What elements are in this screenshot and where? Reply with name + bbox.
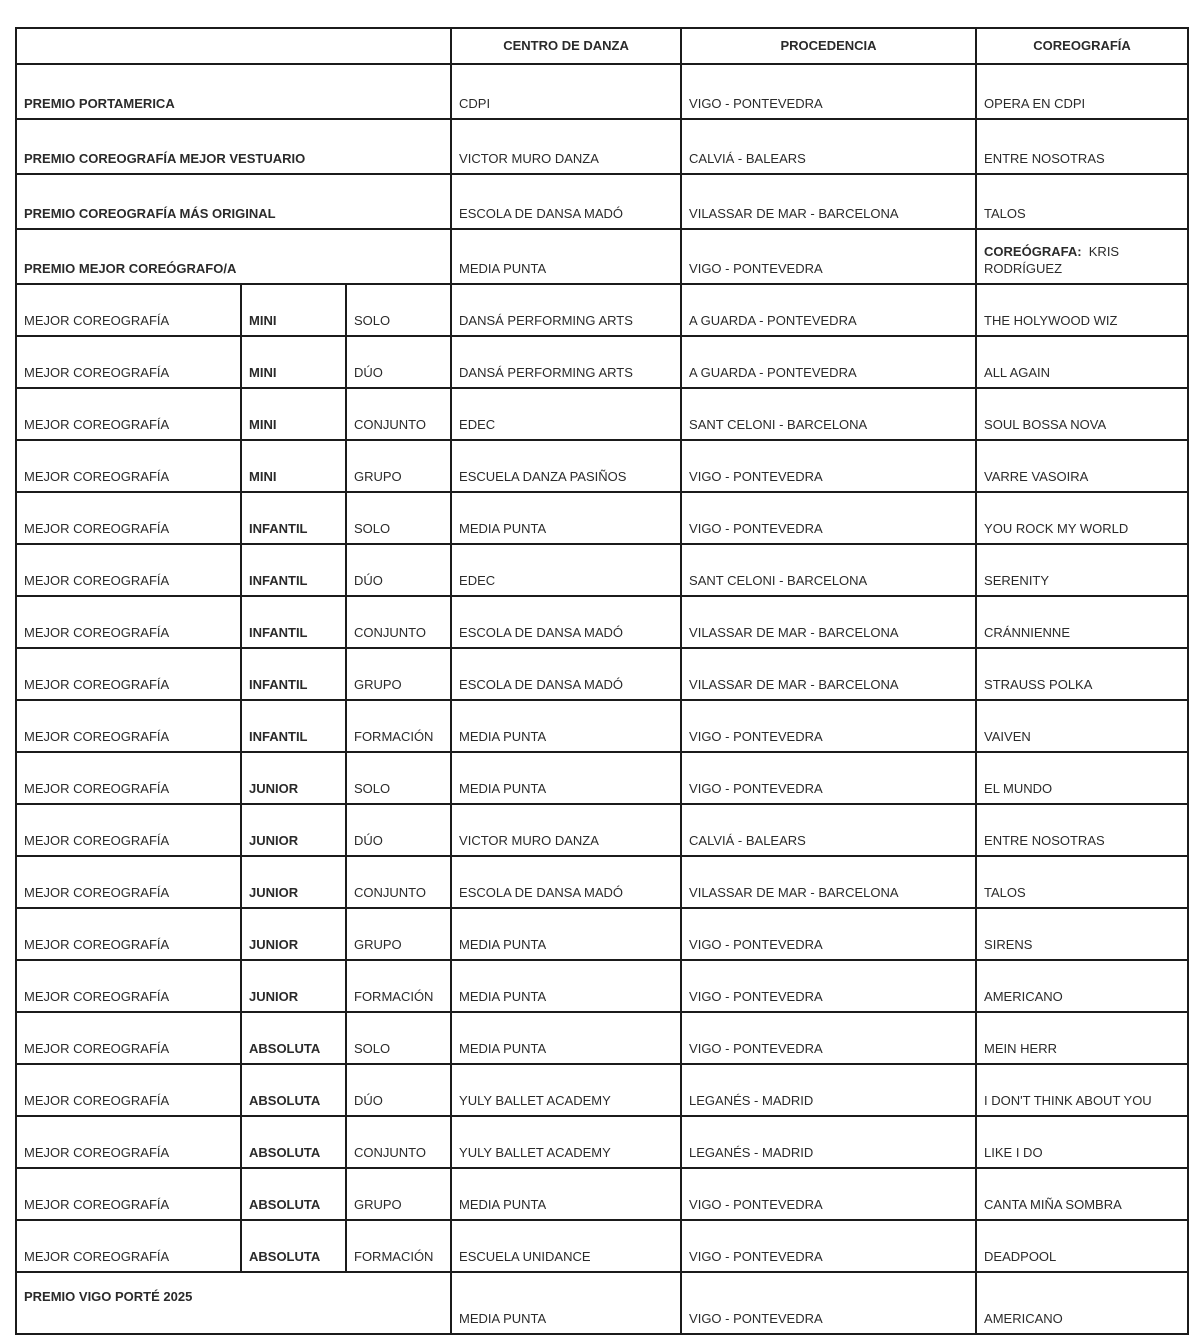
modality-cell: GRUPO	[346, 908, 451, 960]
category-row	[16, 284, 1188, 336]
modality-cell: SOLO	[346, 1012, 451, 1064]
column-header-coreografia: COREOGRAFÍA	[976, 28, 1188, 64]
mejor-coreografia-cell: MEJOR COREOGRAFÍA	[16, 388, 241, 440]
coreografia-cell: TALOS	[976, 856, 1188, 908]
coreografia-cell: SERENITY	[976, 544, 1188, 596]
procedencia-cell: CALVIÁ - BALEARS	[681, 119, 976, 174]
centro-cell: MEDIA PUNTA	[451, 960, 681, 1012]
category-row	[16, 1116, 1188, 1168]
award-row	[16, 119, 1188, 174]
award-label-cell: PREMIO COREOGRAFÍA MEJOR VESTUARIO	[16, 119, 451, 174]
coreografia-cell: AMERICANO	[976, 960, 1188, 1012]
category-cell: INFANTIL	[241, 492, 346, 544]
mejor-coreografia-cell: MEJOR COREOGRAFÍA	[16, 1168, 241, 1220]
procedencia-cell: VIGO - PONTEVEDRA	[681, 752, 976, 804]
modality-cell: CONJUNTO	[346, 1116, 451, 1168]
modality-cell: DÚO	[346, 336, 451, 388]
header-row	[16, 28, 1188, 64]
coreografia-cell: TALOS	[976, 174, 1188, 229]
award-label-cell: PREMIO PORTAMERICA	[16, 64, 451, 119]
coreografia-cell: STRAUSS POLKA	[976, 648, 1188, 700]
modality-cell: CONJUNTO	[346, 856, 451, 908]
procedencia-cell: VIGO - PONTEVEDRA	[681, 700, 976, 752]
modality-cell: CONJUNTO	[346, 596, 451, 648]
results-sheet	[15, 27, 1189, 1335]
centro-cell: MEDIA PUNTA	[451, 1168, 681, 1220]
coreografia-cell: I DON'T THINK ABOUT YOU	[976, 1064, 1188, 1116]
modality-cell: GRUPO	[346, 648, 451, 700]
coreografa-name: KRIS RODRÍGUEZ	[984, 244, 1120, 277]
mejor-coreografia-cell: MEJOR COREOGRAFÍA	[16, 440, 241, 492]
category-row	[16, 908, 1188, 960]
coreografia-cell: MEIN HERR	[976, 1012, 1188, 1064]
mejor-coreografia-cell: MEJOR COREOGRAFÍA	[16, 596, 241, 648]
mejor-coreografia-cell: MEJOR COREOGRAFÍA	[16, 336, 241, 388]
category-cell: MINI	[241, 284, 346, 336]
modality-cell: DÚO	[346, 1064, 451, 1116]
modality-cell: SOLO	[346, 752, 451, 804]
mejor-coreografia-cell: MEJOR COREOGRAFÍA	[16, 1064, 241, 1116]
category-cell: JUNIOR	[241, 804, 346, 856]
category-row	[16, 1064, 1188, 1116]
procedencia-cell: VIGO - PONTEVEDRA	[681, 492, 976, 544]
category-cell: INFANTIL	[241, 596, 346, 648]
coreografia-cell: VAIVEN	[976, 700, 1188, 752]
procedencia-cell: VILASSAR DE MAR - BARCELONA	[681, 174, 976, 229]
category-row	[16, 336, 1188, 388]
centro-cell: YULY BALLET ACADEMY	[451, 1064, 681, 1116]
category-cell: ABSOLUTA	[241, 1116, 346, 1168]
modality-cell: DÚO	[346, 804, 451, 856]
procedencia-cell: VIGO - PONTEVEDRA	[681, 960, 976, 1012]
centro-cell: ESCOLA DE DANSA MADÓ	[451, 648, 681, 700]
award-label-cell: PREMIO COREOGRAFÍA MÁS ORIGINAL	[16, 174, 451, 229]
column-header-centro-de-danza: CENTRO DE DANZA	[451, 28, 681, 64]
centro-cell: MEDIA PUNTA	[451, 752, 681, 804]
category-cell: ABSOLUTA	[241, 1064, 346, 1116]
modality-cell: GRUPO	[346, 440, 451, 492]
centro-cell: MEDIA PUNTA	[451, 908, 681, 960]
coreografia-cell: AMERICANO	[976, 1272, 1188, 1334]
procedencia-cell: VIGO - PONTEVEDRA	[681, 1272, 976, 1334]
coreografia-cell: EL MUNDO	[976, 752, 1188, 804]
coreografia-cell: DEADPOOL	[976, 1220, 1188, 1272]
results-table-body	[16, 64, 1188, 1334]
procedencia-cell: VILASSAR DE MAR - BARCELONA	[681, 648, 976, 700]
procedencia-cell: VIGO - PONTEVEDRA	[681, 1220, 976, 1272]
centro-cell: YULY BALLET ACADEMY	[451, 1116, 681, 1168]
procedencia-cell: VIGO - PONTEVEDRA	[681, 440, 976, 492]
procedencia-cell: VIGO - PONTEVEDRA	[681, 1168, 976, 1220]
modality-cell: FORMACIÓN	[346, 960, 451, 1012]
category-row	[16, 388, 1188, 440]
mejor-coreografia-cell: MEJOR COREOGRAFÍA	[16, 908, 241, 960]
category-cell: JUNIOR	[241, 960, 346, 1012]
centro-cell: MEDIA PUNTA	[451, 1272, 681, 1334]
category-row	[16, 544, 1188, 596]
award-label-cell: PREMIO VIGO PORTÉ 2025	[16, 1272, 451, 1334]
category-row	[16, 700, 1188, 752]
procedencia-cell: A GUARDA - PONTEVEDRA	[681, 336, 976, 388]
mejor-coreografia-cell: MEJOR COREOGRAFÍA	[16, 648, 241, 700]
category-cell: ABSOLUTA	[241, 1168, 346, 1220]
category-cell: MINI	[241, 336, 346, 388]
procedencia-cell: VIGO - PONTEVEDRA	[681, 1012, 976, 1064]
modality-cell: FORMACIÓN	[346, 700, 451, 752]
centro-cell: MEDIA PUNTA	[451, 229, 681, 284]
coreografia-cell: YOU ROCK MY WORLD	[976, 492, 1188, 544]
mejor-coreografia-cell: MEJOR COREOGRAFÍA	[16, 856, 241, 908]
centro-cell: CDPI	[451, 64, 681, 119]
centro-cell: DANSÁ PERFORMING ARTS	[451, 336, 681, 388]
modality-cell: DÚO	[346, 544, 451, 596]
award-row	[16, 174, 1188, 229]
category-cell: INFANTIL	[241, 544, 346, 596]
award-row	[16, 229, 1188, 284]
results-table	[15, 27, 1189, 1335]
procedencia-cell: VIGO - PONTEVEDRA	[681, 908, 976, 960]
centro-cell: VICTOR MURO DANZA	[451, 804, 681, 856]
award-label-cell: PREMIO MEJOR COREÓGRAFO/A	[16, 229, 451, 284]
coreografia-cell: VARRE VASOIRA	[976, 440, 1188, 492]
procedencia-cell: SANT CELONI - BARCELONA	[681, 388, 976, 440]
category-cell: INFANTIL	[241, 700, 346, 752]
modality-cell: CONJUNTO	[346, 388, 451, 440]
procedencia-cell: VIGO - PONTEVEDRA	[681, 229, 976, 284]
procedencia-cell: A GUARDA - PONTEVEDRA	[681, 284, 976, 336]
coreografia-cell: ENTRE NOSOTRAS	[976, 804, 1188, 856]
centro-cell: ESCUELA UNIDANCE	[451, 1220, 681, 1272]
category-row	[16, 648, 1188, 700]
coreografia-cell: ALL AGAIN	[976, 336, 1188, 388]
category-row	[16, 960, 1188, 1012]
column-header-procedencia: PROCEDENCIA	[681, 28, 976, 64]
mejor-coreografia-cell: MEJOR COREOGRAFÍA	[16, 1220, 241, 1272]
category-row	[16, 1168, 1188, 1220]
category-row	[16, 752, 1188, 804]
category-row	[16, 596, 1188, 648]
category-row	[16, 856, 1188, 908]
coreografia-cell: SIRENS	[976, 908, 1188, 960]
category-row	[16, 1012, 1188, 1064]
centro-cell: MEDIA PUNTA	[451, 492, 681, 544]
centro-cell: VICTOR MURO DANZA	[451, 119, 681, 174]
mejor-coreografia-cell: MEJOR COREOGRAFÍA	[16, 804, 241, 856]
mejor-coreografia-cell: MEJOR COREOGRAFÍA	[16, 492, 241, 544]
coreografia-cell: CANTA MIÑA SOMBRA	[976, 1168, 1188, 1220]
modality-cell: SOLO	[346, 284, 451, 336]
mejor-coreografia-cell: MEJOR COREOGRAFÍA	[16, 960, 241, 1012]
category-cell: JUNIOR	[241, 908, 346, 960]
modality-cell: GRUPO	[346, 1168, 451, 1220]
header-spacer	[16, 28, 451, 64]
centro-cell: EDEC	[451, 388, 681, 440]
final-award-row	[16, 1272, 1188, 1334]
mejor-coreografia-cell: MEJOR COREOGRAFÍA	[16, 1012, 241, 1064]
centro-cell: MEDIA PUNTA	[451, 700, 681, 752]
mejor-coreografia-cell: MEJOR COREOGRAFÍA	[16, 1116, 241, 1168]
coreografia-cell: ENTRE NOSOTRAS	[976, 119, 1188, 174]
centro-cell: ESCOLA DE DANSA MADÓ	[451, 596, 681, 648]
category-cell: ABSOLUTA	[241, 1220, 346, 1272]
procedencia-cell: LEGANÉS - MADRID	[681, 1064, 976, 1116]
procedencia-cell: VILASSAR DE MAR - BARCELONA	[681, 856, 976, 908]
category-row	[16, 440, 1188, 492]
procedencia-cell: LEGANÉS - MADRID	[681, 1116, 976, 1168]
coreografia-cell: SOUL BOSSA NOVA	[976, 388, 1188, 440]
procedencia-cell: SANT CELONI - BARCELONA	[681, 544, 976, 596]
centro-cell: MEDIA PUNTA	[451, 1012, 681, 1064]
mejor-coreografia-cell: MEJOR COREOGRAFÍA	[16, 284, 241, 336]
coreografia-cell	[976, 229, 1188, 284]
category-cell: ABSOLUTA	[241, 1012, 346, 1064]
centro-cell: DANSÁ PERFORMING ARTS	[451, 284, 681, 336]
category-cell: INFANTIL	[241, 648, 346, 700]
mejor-coreografia-cell: MEJOR COREOGRAFÍA	[16, 544, 241, 596]
category-cell: JUNIOR	[241, 856, 346, 908]
category-cell: MINI	[241, 440, 346, 492]
award-row	[16, 64, 1188, 119]
centro-cell: ESCUELA DANZA PASIÑOS	[451, 440, 681, 492]
mejor-coreografia-cell: MEJOR COREOGRAFÍA	[16, 752, 241, 804]
coreografa-prefix: COREÓGRAFA:	[984, 244, 1082, 260]
centro-cell: ESCOLA DE DANSA MADÓ	[451, 856, 681, 908]
procedencia-cell: VILASSAR DE MAR - BARCELONA	[681, 596, 976, 648]
coreografia-cell: CRÁNNIENNE	[976, 596, 1188, 648]
coreografia-cell: OPERA EN CDPI	[976, 64, 1188, 119]
procedencia-cell: VIGO - PONTEVEDRA	[681, 64, 976, 119]
procedencia-cell: CALVIÁ - BALEARS	[681, 804, 976, 856]
coreografia-cell: LIKE I DO	[976, 1116, 1188, 1168]
coreografia-cell: THE HOLYWOOD WIZ	[976, 284, 1188, 336]
category-row	[16, 1220, 1188, 1272]
category-cell: JUNIOR	[241, 752, 346, 804]
category-row	[16, 804, 1188, 856]
centro-cell: ESCOLA DE DANSA MADÓ	[451, 174, 681, 229]
category-cell: MINI	[241, 388, 346, 440]
centro-cell: EDEC	[451, 544, 681, 596]
mejor-coreografia-cell: MEJOR COREOGRAFÍA	[16, 700, 241, 752]
modality-cell: FORMACIÓN	[346, 1220, 451, 1272]
modality-cell: SOLO	[346, 492, 451, 544]
category-row	[16, 492, 1188, 544]
